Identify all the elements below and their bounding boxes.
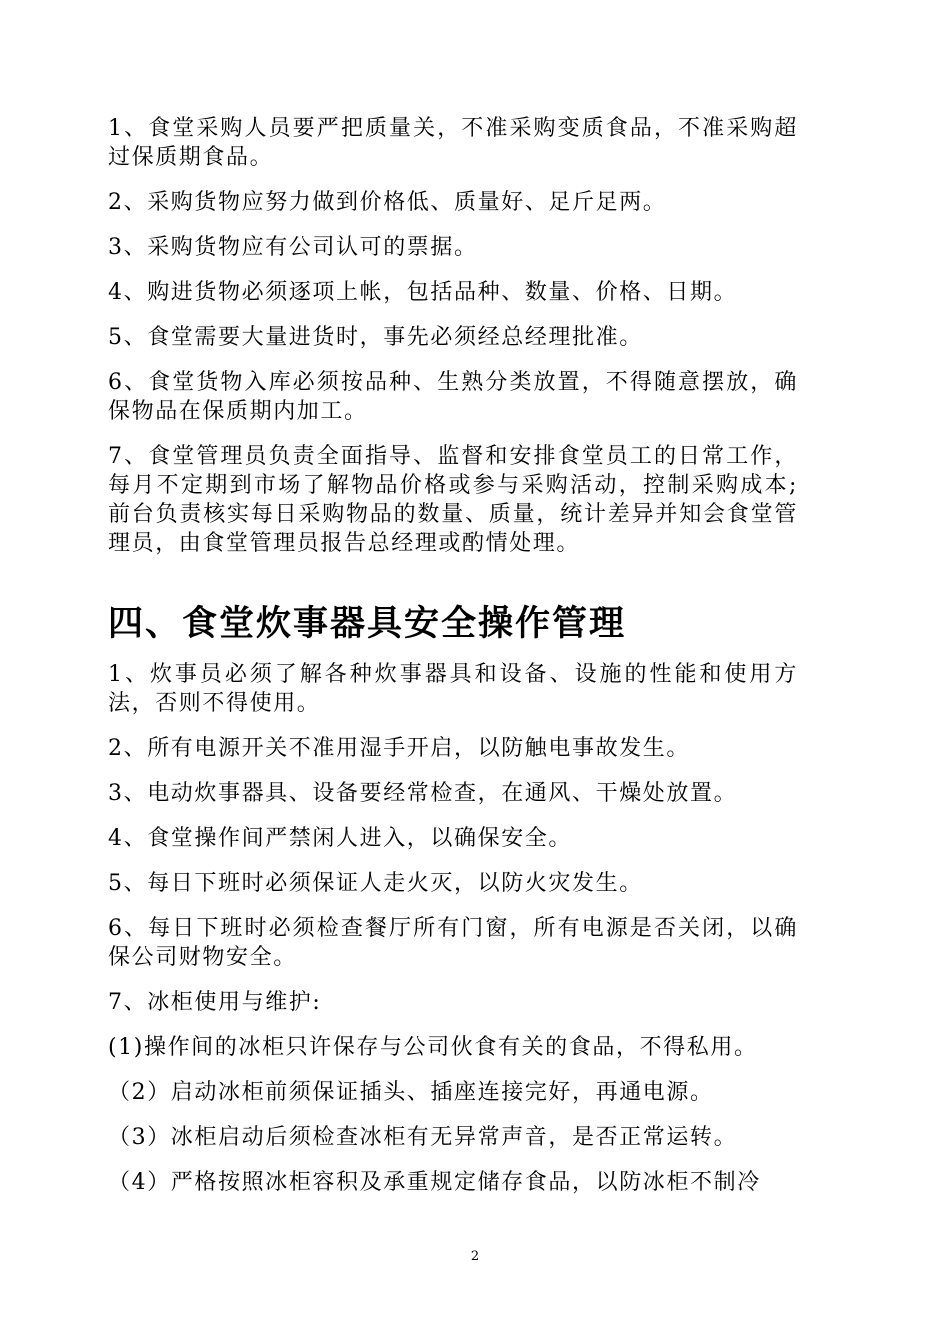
purchasing-rules bbox=[108, 114, 798, 558]
paragraph: 7、冰柜使用与维护: bbox=[108, 990, 322, 1015]
paragraph: 6、每日下班时必须检查餐厅所有门窗，所有电源是否关闭，以确保公司财物安全。 bbox=[108, 916, 798, 970]
paragraph: （4）严格按照冰柜容积及承重规定储存食品，以防冰柜不制冷 bbox=[108, 1170, 761, 1195]
paragraph: 7、食堂管理员负责全面指导、监督和安排食堂员工的日常工作，每月不定期到市场了解物品价格或参与采购活动，控制采购成本; 前台负责核实每日采购物品的数量、质量，统计差异并知会食堂管理员，由食堂管理员报告总经理或酌情处理。 bbox=[108, 444, 798, 556]
paragraph: 5、每日下班时必须保证人走火灭，以防火灾发生。 bbox=[108, 871, 643, 896]
paragraph: （3）冰柜启动后须检查冰柜有无异常声音，是否正常运转。 bbox=[108, 1125, 738, 1150]
paragraph: 3、电动炊事器具、设备要经常检查，在通风、干燥处放置。 bbox=[108, 781, 738, 806]
page-number: 2 bbox=[470, 1249, 480, 1264]
paragraph: 4、食堂操作间严禁闲人进入，以确保安全。 bbox=[108, 826, 572, 851]
document-body bbox=[108, 114, 798, 1213]
paragraph: 3、采购货物应有公司认可的票据。 bbox=[108, 235, 478, 260]
kitchen-safety-rules bbox=[108, 660, 798, 1197]
paragraph: 5、食堂需要大量进货时，事先必须经总经理批准。 bbox=[108, 325, 643, 350]
section-heading: 四、食堂炊事器具安全操作管理 bbox=[108, 603, 627, 644]
paragraph: 1、食堂采购人员要严把质量关，不准采购变质食品，不准采购超过保质期食品。 bbox=[108, 116, 798, 170]
paragraph: 4、购进货物必须逐项上帐，包括品种、数量、价格、日期。 bbox=[108, 280, 738, 305]
paragraph: 1、炊事员必须了解各种炊事器具和设备、设施的性能和使用方法，否则不得使用。 bbox=[108, 662, 798, 716]
paragraph: 6、食堂货物入库必须按品种、生熟分类放置，不得随意摆放，确保物品在保质期内加工。 bbox=[108, 370, 798, 424]
paragraph: （2）启动冰柜前须保证插头、插座连接完好，再通电源。 bbox=[108, 1080, 714, 1105]
paragraph: 2、采购货物应努力做到价格低、质量好、足斤足两。 bbox=[108, 190, 667, 215]
paragraph: 2、所有电源开关不准用湿手开启，以防触电事故发生。 bbox=[108, 736, 690, 761]
paragraph: (1)操作间的冰柜只许保存与公司伙食有关的食品，不得私用。 bbox=[108, 1035, 758, 1060]
